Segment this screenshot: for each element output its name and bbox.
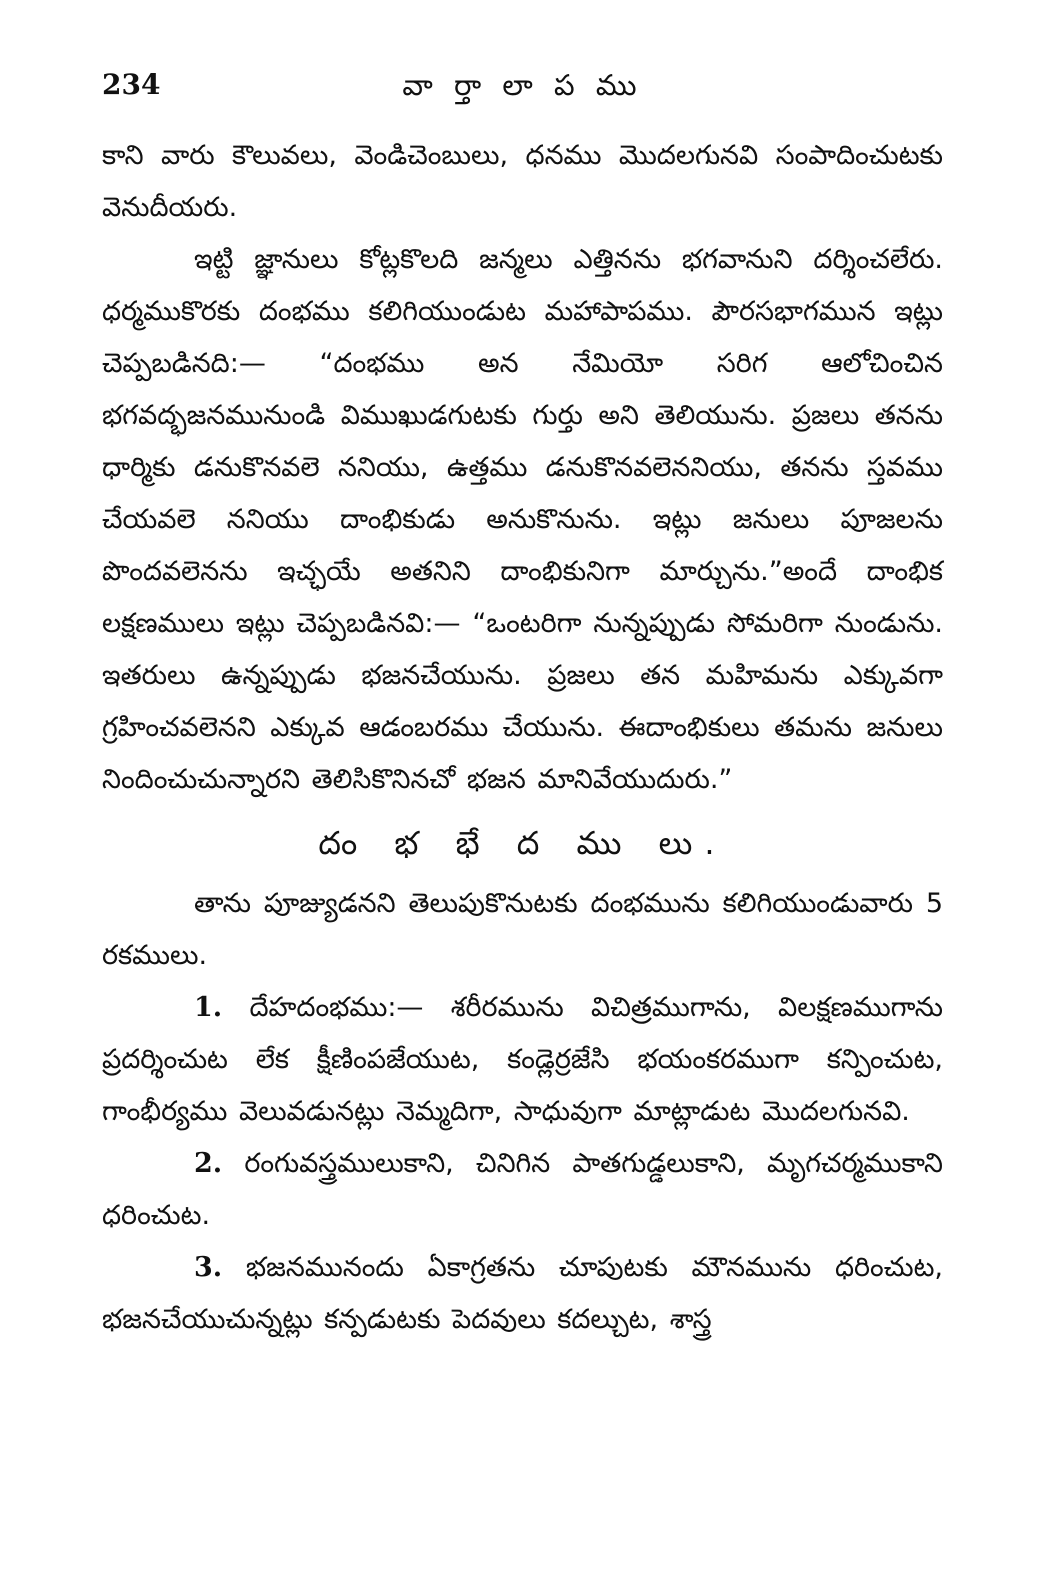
list-item-text: దేహదంభము:— శరీరమును విచిత్రముగాను, విలక్షణముగాను ప్రదర్శించుట లేక క్షీణింపజేయుట, కండ్లెర్రజేసి భయంకరముగా కన్పించుట, గాంభీర్యము వెలువడునట్లు నెమ్మదిగా, సాధువుగా మాట్లాడుట మొదలగునవి. <box>102 992 943 1127</box>
list-item <box>102 982 943 1138</box>
section-heading: దం భ భే ద ము లు. <box>318 824 727 862</box>
list-item <box>102 1138 943 1242</box>
list-item-text: రంగువస్త్రములుకాని, చినిగిన పాతగుడ్డలుకాని, మృగచర్మముకాని ధరించుట. <box>102 1148 943 1231</box>
section-intro: తాను పూజ్యుడనని తెలుపుకొనుటకు దంభమును కలిగియుండువారు 5 రకములు. <box>102 888 943 971</box>
page-header <box>102 62 943 118</box>
page-body <box>102 130 943 1346</box>
list-item-number: 3. <box>194 1252 223 1283</box>
paragraph-dambha-quote: ఇట్టి జ్ఞానులు కోట్లకొలది జన్మలు ఎత్తినను భగవానుని దర్శించలేరు. ధర్మముకొరకు దంభము కలిగియుండుట మహాపాపము. పౌరసభాగమున ఇట్లు చెప్పబడినది:— “దంభము అన నేమియో సరిగ ఆలోచించిన భగవద్భజనమునుండి విముఖుడగుటకు గుర్తు అని తెలియును. ప్రజలు తనను ధార్మికు డనుకొనవలె ననియు, ఉత్తము డనుకొనవలెననియు, తనను స్తవము చేయవలె ననియు దాంభికుడు అనుకొనును. ఇట్లు జనులు పూజలను పొందవలెనను ఇచ్ఛయే అతనిని దాంభికునిగా మార్చును.”అందే దాంభిక లక్షణములు ఇట్లు చెప్పబడినవి:— “ఒంటరిగా నున్నప్పుడు సోమరిగా నుండును. ఇతరులు ఉన్నప్పుడు భజనచేయును. ప్రజలు తన మహిమను ఎక్కువగా గ్రహించవలెనని ఎక్కువ ఆడంబరము చేయును. ఈదాంభికులు తమను జనులు నిందించుచున్నారని తెలిసికొనినచో భజన మానివేయుదురు.” <box>102 244 943 795</box>
list-item <box>102 1242 943 1346</box>
list-item-number: 1. <box>194 992 223 1023</box>
running-title: వా ర్తా లా ప ము <box>402 68 643 102</box>
list-item-number: 2. <box>194 1148 223 1179</box>
page-number: 234 <box>102 68 161 101</box>
list-item-text: భజనమునందు ఏకాగ్రతను చూపుటకు మౌనమును ధరించుట, భజనచేయుచున్నట్లు కన్పడుటకు పెదవులు కదల్చుట, శాస్త్ర <box>102 1252 943 1335</box>
paragraph-continuation: కాని వారు కౌలువలు, వెండిచెంబులు, ధనము మొదలగునవి సంపాదించుటకు వెనుదీయరు. <box>102 140 943 223</box>
